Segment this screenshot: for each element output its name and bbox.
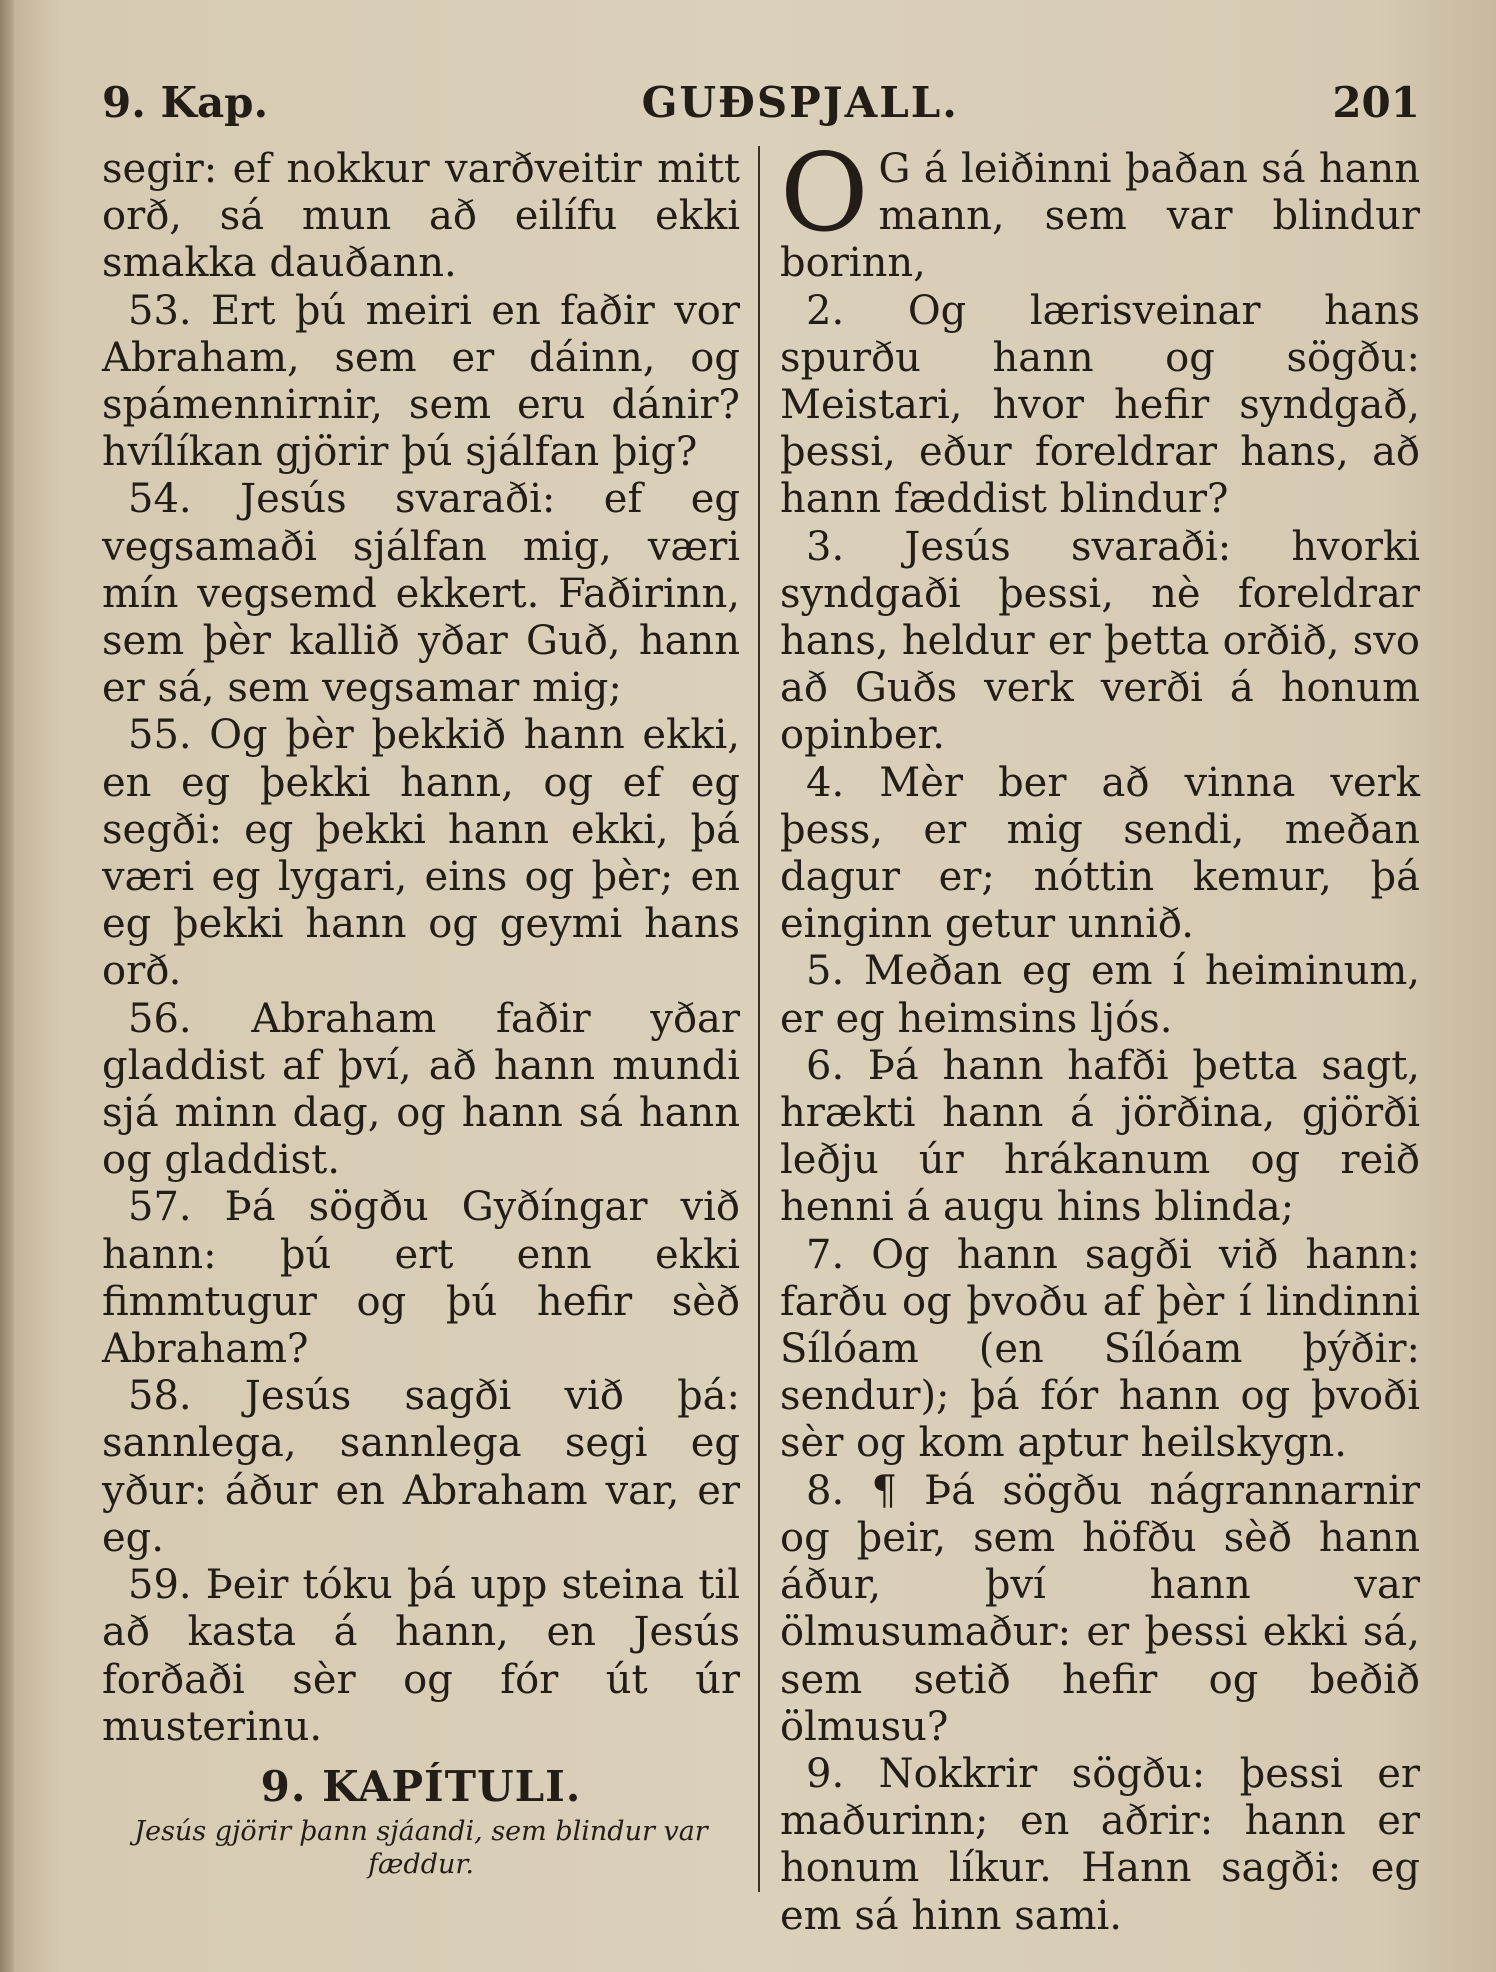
verse-53	[102, 288, 740, 477]
verse-56	[102, 996, 740, 1185]
verse-number: 58.	[128, 1373, 192, 1420]
left-column	[102, 146, 740, 1881]
verse-2	[780, 288, 1420, 524]
verse-text: Mèr ber að vinna verk þess, er mig sendi, meðan dagur er; nóttin kemur, þá einginn getur unnið.	[780, 759, 1421, 948]
verse-text: Jesús svaraði: ef eg vegsamaði sjálfan mig, væri mín vegsemd ekkert. Faðirinn, sem þèr kallið yðar Guð, hann er sá, sem vegsamar mig;	[102, 476, 740, 712]
verse-text: Þá hann hafði þetta sagt, hrækti hann á jörðina, gjörði leðju úr hrákanum og reið henni á augu hins blinda;	[780, 1042, 1421, 1231]
verse-4	[780, 760, 1420, 949]
verse-8	[780, 1468, 1420, 1751]
chapter-heading: 9. KAPÍTULI.	[260, 1761, 582, 1811]
page-number: 201	[1332, 78, 1420, 127]
opening-text: G á leiðinni þaðan sá hann mann, sem var blindur borinn,	[780, 146, 1420, 287]
verse-57	[102, 1184, 740, 1373]
verse-text: Ert þú meiri en faðir vor Abraham, sem er dáinn, og spámennirnir, sem eru dánir? hvílíkan gjörir þú sjálfan þig?	[102, 287, 740, 476]
verse-text: Jesús sagði við þá: sannlega, sannlega segi eg yður: áður en Abraham var, er eg.	[102, 1373, 740, 1561]
verse-58	[102, 1373, 740, 1562]
page-binding-edge	[0, 0, 14, 1972]
verse-text: ¶ Þá sögðu nágrannarnir og þeir, sem höfðu sèð hann áður, því hann var ölmusumaður: er þessi ekki sá, sem setið hefir og beðið ölmusu?	[780, 1467, 1420, 1750]
header-chapter-ref: 9. Kap.	[102, 78, 269, 127]
verse-number: 8.	[806, 1467, 845, 1514]
verse-54	[102, 476, 740, 712]
drop-cap: O	[780, 131, 869, 256]
verse-text: Abraham faðir yðar gladdist af því, að hann mundi sjá minn dag, og hann sá hann og gladdist.	[102, 995, 741, 1184]
verse-9	[780, 1751, 1420, 1940]
verse-text: Þeir tóku þá upp steina til að kasta á hann, en Jesús forðaði sèr og fór út úr musterinu.	[102, 1562, 740, 1750]
right-column	[780, 131, 1421, 1940]
verse-number: 57.	[128, 1184, 192, 1231]
verse-59	[102, 1562, 740, 1751]
verse-text: Jesús svaraði: hvorki syndgaði þessi, nè foreldrar hans, heldur er þetta orðið, svo að Guðs verk verði á honum opinber.	[780, 523, 1420, 759]
header-title: GUÐSPJALL.	[641, 78, 959, 127]
verse-number: 54.	[128, 476, 192, 523]
verse-number: 9.	[806, 1750, 845, 1797]
verse-text: Og lærisveinar hans spurðu hann og sögðu: Meistari, hvor hefir syndgað, þessi, eður foreldrar hans, að hann fæddist blindur?	[780, 287, 1420, 523]
verse-number: 6.	[806, 1042, 845, 1089]
running-header	[102, 78, 1420, 138]
verse-text: Meðan eg em í heiminum, er eg heimsins ljós.	[780, 948, 1421, 1042]
verse-5	[780, 948, 1420, 1042]
verse-7	[780, 1232, 1420, 1468]
chapter-opening	[780, 131, 1420, 288]
chapter-summary: Jesús gjörir þann sjáandi, sem blindur var fæddur.	[134, 1815, 708, 1880]
verse-55	[102, 712, 740, 995]
continuation-paragraph: segir: ef nokkur varðveitir mitt orð, sá mun að eilífu ekki smakka dauðann.	[102, 146, 740, 287]
verse-text: Þá sögðu Gyðíngar við hann: þú ert enn ekki fimmtugur og þú hefir sèð Abraham?	[102, 1184, 740, 1373]
verse-text: Nokkrir sögðu: þessi er maðurinn; en aðrir: hann er honum líkur. Hann sagði: eg em sá hinn sami.	[780, 1750, 1420, 1939]
verse-number: 4.	[806, 759, 845, 806]
verse-text: Og hann sagði við hann: farðu og þvoðu af þèr í lindinni Sílóam (en Sílóam þýðir: sendur); þá fór hann og þvoði sèr og kom aptur heilskygn.	[780, 1231, 1421, 1467]
verse-number: 3.	[806, 523, 845, 570]
column-divider	[758, 146, 760, 1892]
verse-number: 7.	[806, 1231, 845, 1278]
verse-text: Og þèr þekkið hann ekki, en eg þekki hann, og ef eg segði: eg þekki hann ekki, þá væri eg lygari, eins og þèr; en eg þekki hann og geymi hans orð.	[102, 712, 741, 995]
verse-number: 53.	[128, 287, 192, 334]
verse-number: 56.	[128, 995, 192, 1042]
verse-6	[780, 1043, 1420, 1232]
verse-number: 5.	[806, 948, 845, 995]
verse-3	[780, 524, 1420, 760]
verse-number: 2.	[806, 287, 845, 334]
verse-number: 59.	[128, 1562, 192, 1609]
verse-number: 55.	[128, 712, 192, 759]
